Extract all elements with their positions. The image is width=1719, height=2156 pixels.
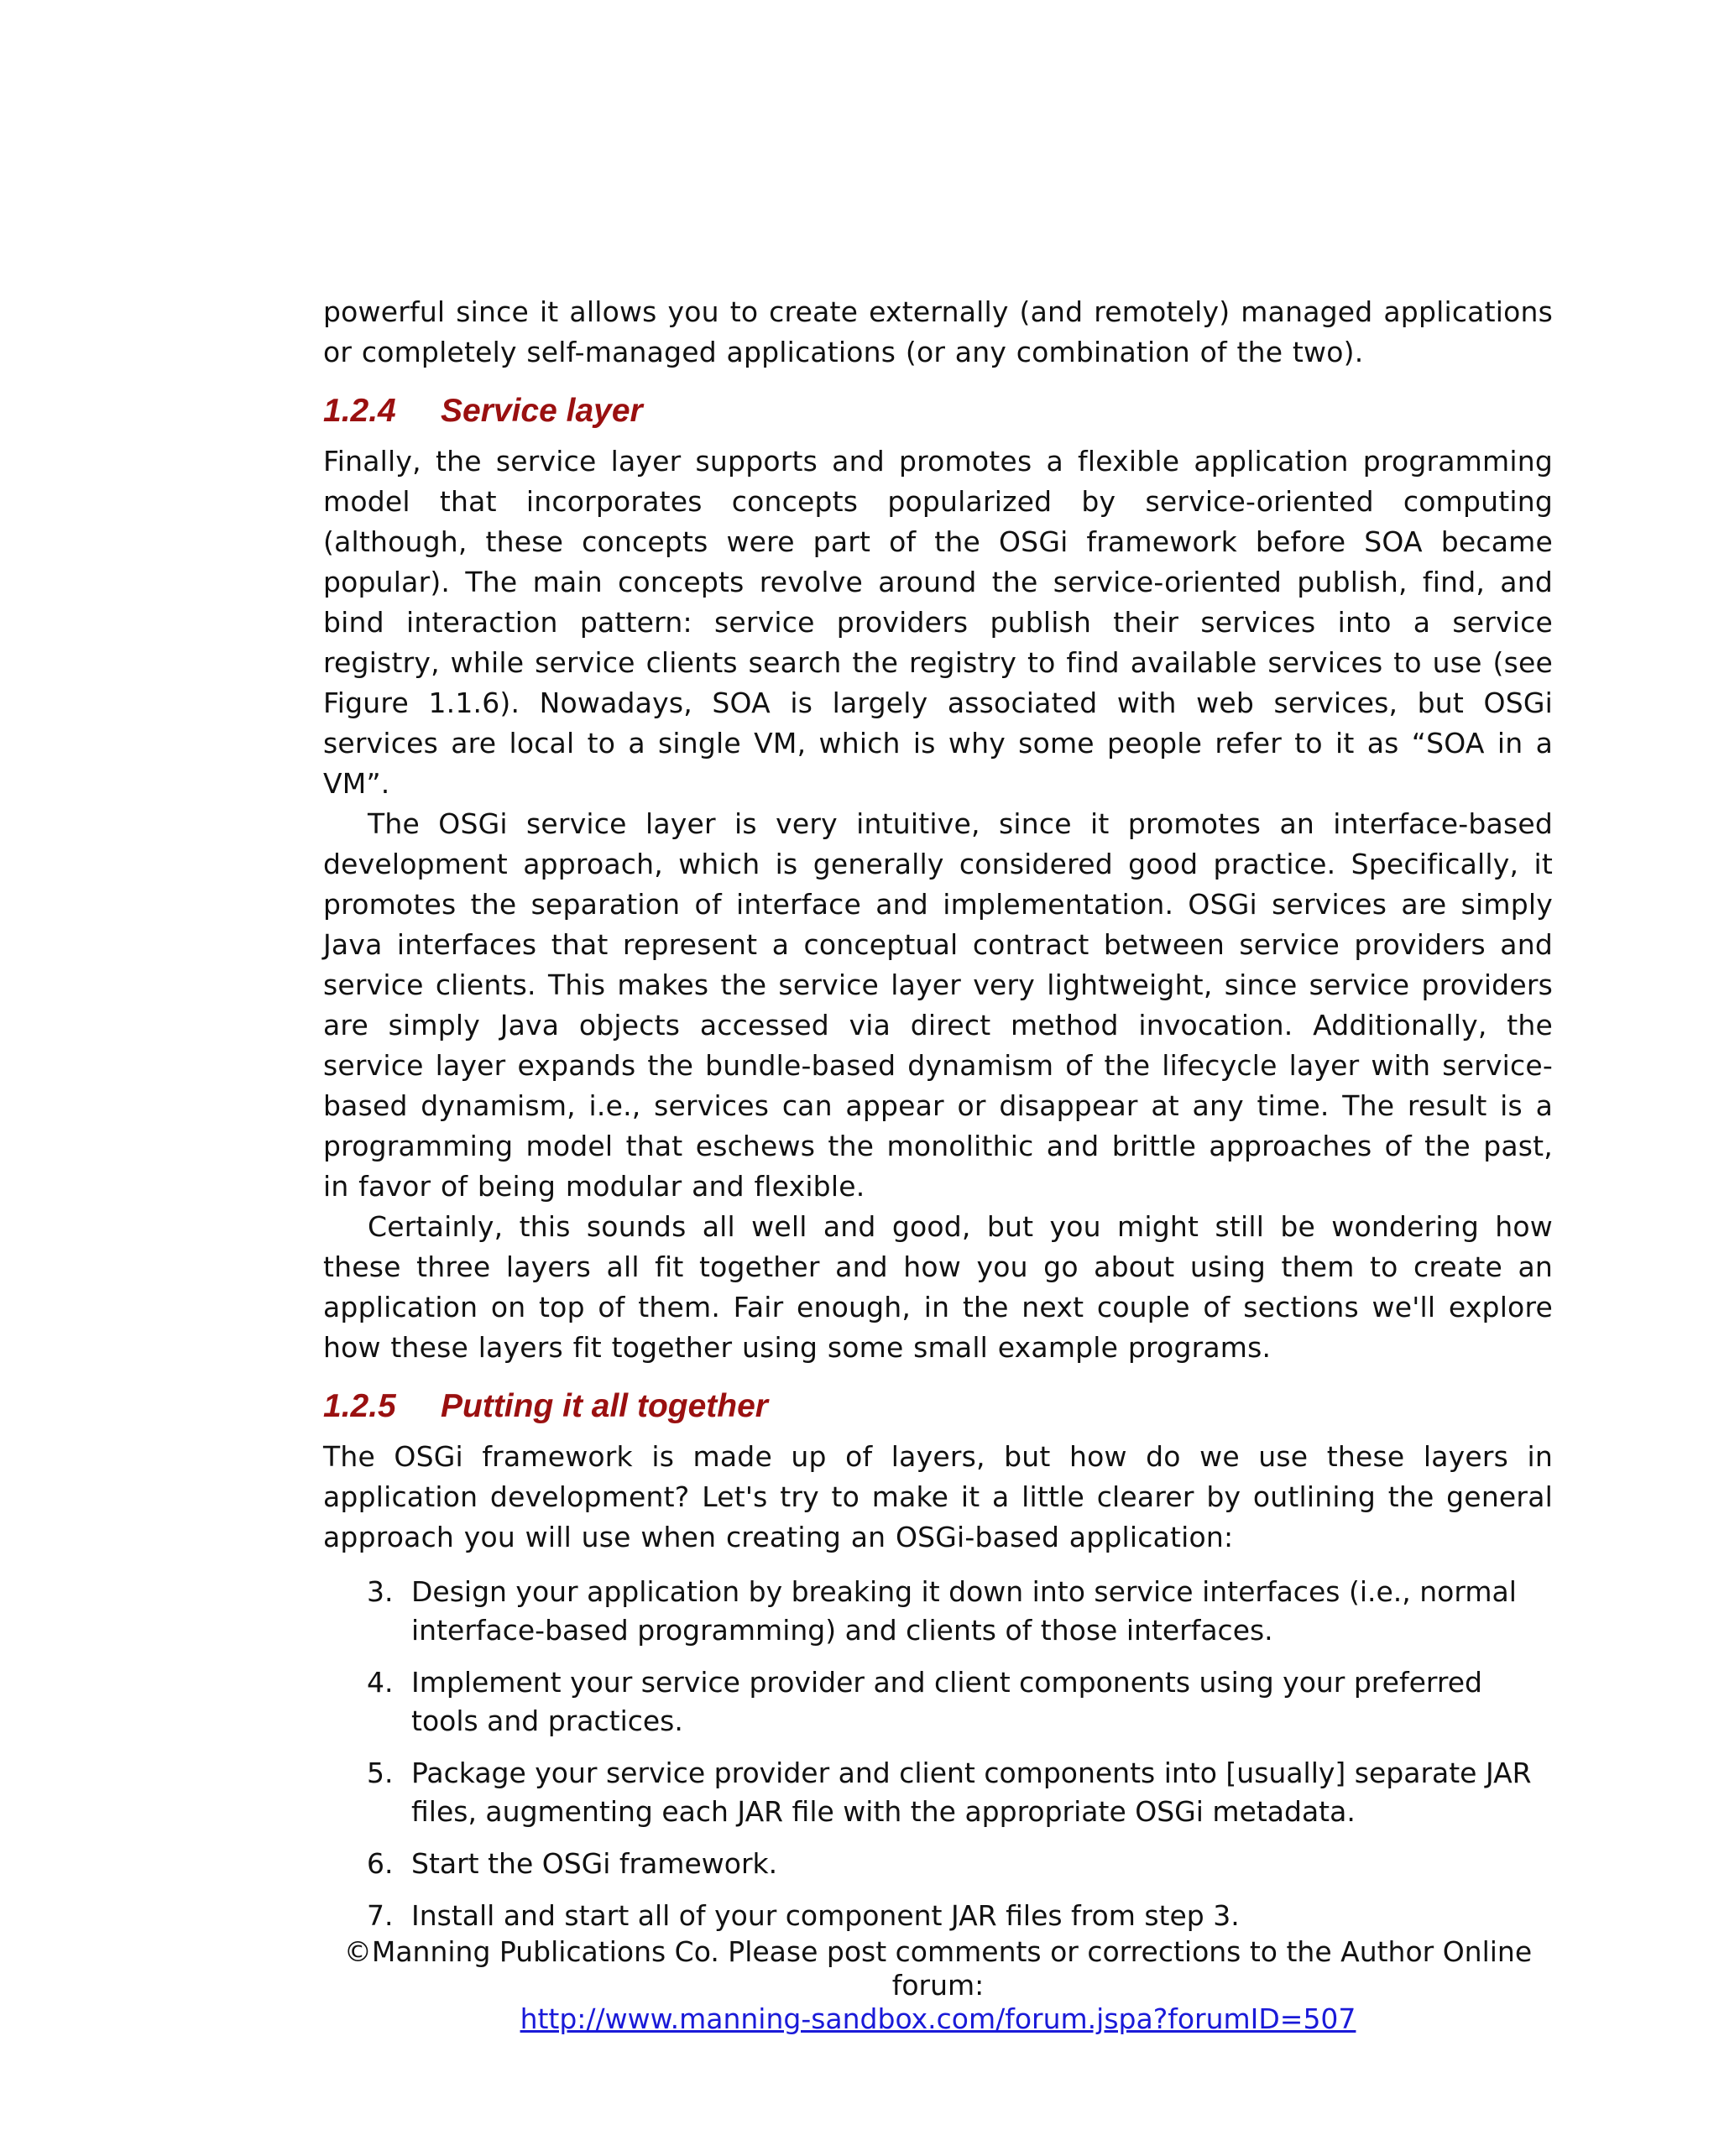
service-layer-paragraph-1: Finally, the service layer supports and promotes a flexible application programming model that incorporates concepts popularized by service-oriented computing (although, these concepts were part of the OSGi framework before SOA became popular). The main concepts revolve around the service-oriented publish, find, and bind interaction pattern: service providers publish their services into a service registry, while service clients search the registry to find available services to use (see Figure 1.1.6). Nowadays, SOA is largely associated with web services, but OSGi services are local to a single VM, which is why some people refer to it as “SOA in a VM”. — [323, 445, 1553, 800]
intro-continuation-paragraph: powerful since it allows you to create externally (and remotely) managed applications or completely self-managed applications (or any combination of the two). — [323, 295, 1553, 368]
list-item — [323, 1845, 1553, 1883]
service-layer-paragraph-3: Certainly, this sounds all well and good, but you might still be wondering how these three layers all fit together and how you go about using them to create an application on top of them. Fair enough, in the next couple of sections we'll explore how these layers fit together using some small example programs. — [323, 1210, 1553, 1364]
steps-list — [323, 1573, 1553, 1935]
service-layer-paragraph-2: The OSGi service layer is very intuitive, since it promotes an interface-based development approach, which is generally considered good practice. Specifically, it promotes the separation of interface and implementation. OSGi services are simply Java interfaces that represent a conceptual contract between service providers and service clients. This makes the service layer very lightweight, since service providers are simply Java objects accessed via direct method invocation. Additionally, the service layer expands the bundle-based dynamism of the lifecycle layer with service-based dynamism, i.e., services can appear or disappear at any time. The result is a programming model that eschews the monolithic and brittle approaches of the past, in favor of being modular and flexible. — [323, 807, 1553, 1203]
section-heading-service-layer — [323, 391, 1553, 431]
list-item-text: Design your application by breaking it down into service interfaces (i.e., normal interface-based programming) and clients of those interfaces. — [411, 1575, 1517, 1647]
putting-together-paragraph: The OSGi framework is made up of layers, but how do we use these layers in application development? Let's try to make it a little clearer by outlining the general approach you will use when creating an OSGi-based application: — [323, 1440, 1553, 1553]
list-item-text: Start the OSGi framework. — [411, 1847, 778, 1880]
section-number: 1.2.5 — [323, 1388, 396, 1424]
list-item — [323, 1754, 1553, 1831]
list-item — [323, 1663, 1553, 1741]
section-title: Service layer — [441, 393, 643, 429]
list-item-text: Install and start all of your component JAR files from step 3. — [411, 1899, 1240, 1932]
section-number: 1.2.4 — [323, 393, 396, 429]
page-footer — [323, 1935, 1553, 2036]
list-item — [323, 1573, 1553, 1650]
list-item-text: Package your service provider and client components into [usually] separate JAR files, augmenting each JAR file with the appropriate OSGi metadata. — [411, 1757, 1532, 1828]
section-heading-putting-together — [323, 1386, 1553, 1427]
section-title: Putting it all together — [441, 1388, 768, 1424]
list-item-text: Implement your service provider and client components using your preferred tools and practices. — [411, 1666, 1482, 1737]
page-body — [323, 292, 1553, 1949]
list-item-number: 7. — [367, 1899, 394, 1932]
list-item-number: 4. — [367, 1666, 394, 1699]
list-item-number: 5. — [367, 1757, 394, 1789]
list-item-number: 3. — [367, 1575, 394, 1608]
list-item-number: 6. — [367, 1847, 394, 1880]
forum-link[interactable]: http://www.manning-sandbox.com/forum.jspa?forumID=507 — [520, 2002, 1356, 2035]
list-item — [323, 1897, 1553, 1935]
copyright-notice: ©Manning Publications Co. Please post comments or corrections to the Author Online forum: — [343, 1935, 1533, 2002]
